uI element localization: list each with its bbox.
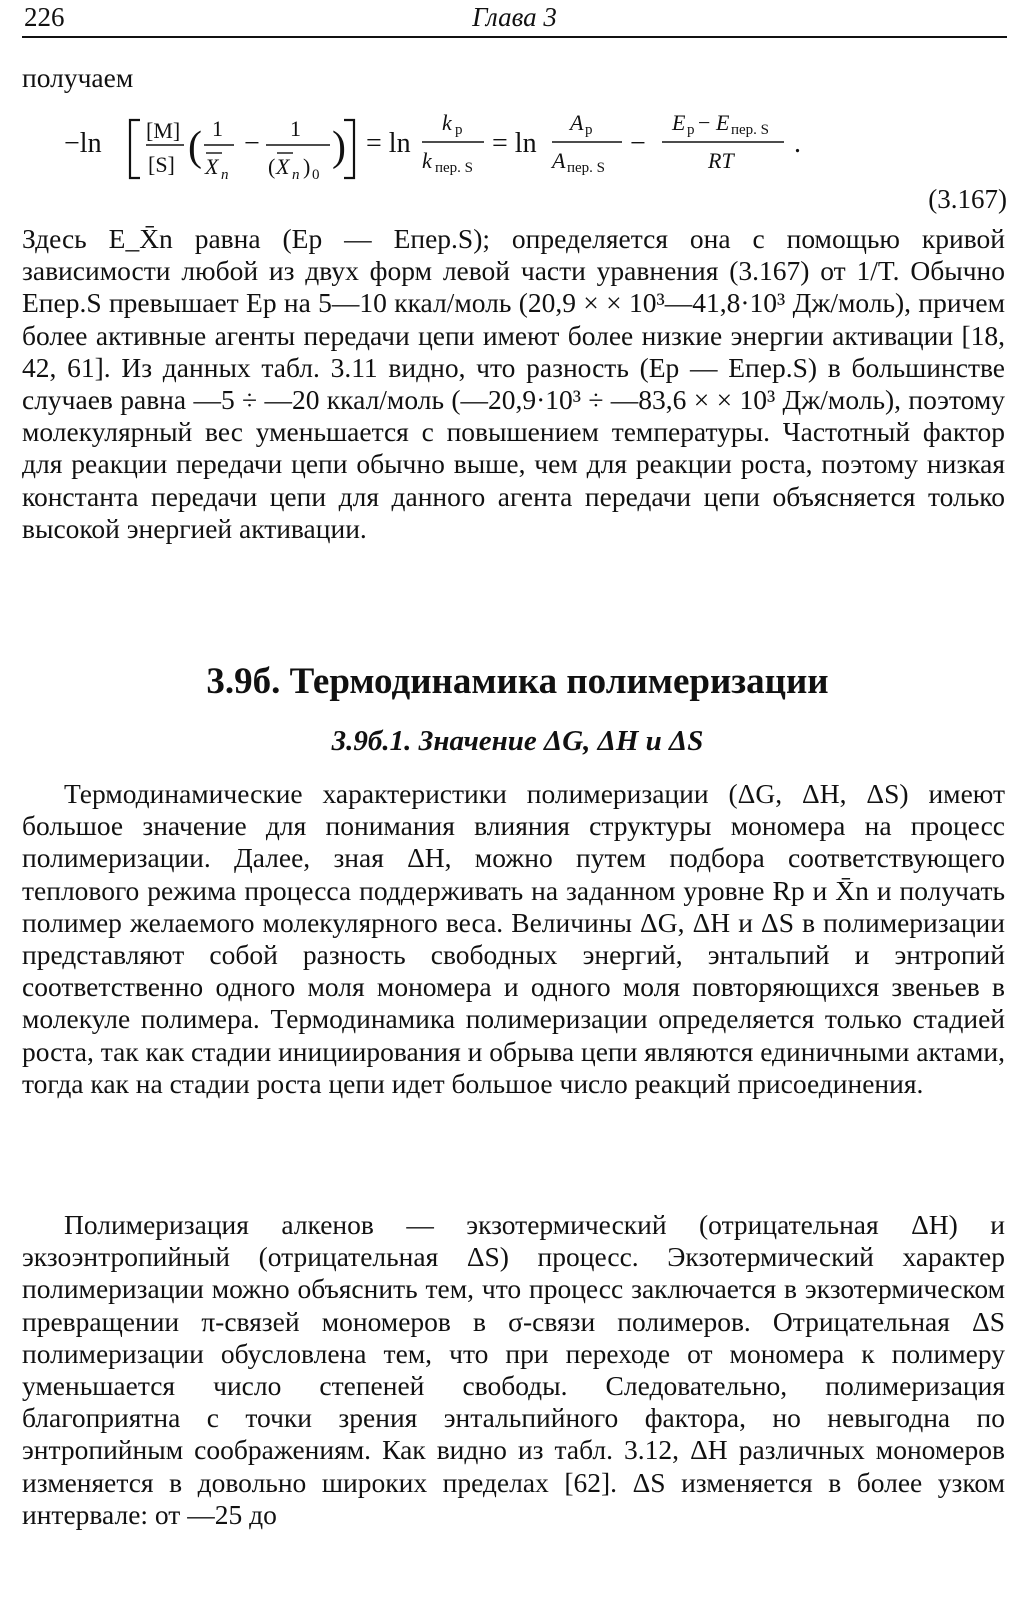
svg-text:k: k <box>422 148 432 173</box>
svg-text:E: E <box>672 110 686 135</box>
svg-text:−: − <box>630 128 646 159</box>
svg-text:): ) <box>332 124 346 170</box>
svg-text:E: E <box>716 110 730 135</box>
svg-text:k: k <box>442 110 452 135</box>
svg-text:[M]: [M] <box>146 118 181 143</box>
paragraph-3: Полимеризация алкенов — экзотермический (отрицательная ΔH) и экзоэнтропийный (отрицательная ΔS) процесс. Экзотермический характер полимеризации можно объяснить тем, что процесс заключается в экзотермическом превращении π-связей мономеров в σ-связи полимеров. Отрицательная ΔS полимеризации обусловлена тем, что при переходе от мономера к полимеру уменьшается число степеней свободы. Следовательно, полимеризация благоприятна с точки зрения энтальпийного фактора, но невыгодна по энтропийным соображениям. Как видно из табл. 3.12, ΔH различных мономеров изменяется в довольно широких пределах [62]. ΔS изменяется в более узком интервале: от —25 до <box>22 1209 1005 1530</box>
svg-text:р: р <box>585 122 593 138</box>
svg-text:пер. S: пер. S <box>567 160 606 176</box>
svg-text:р: р <box>455 122 463 138</box>
svg-text:n: n <box>221 167 229 183</box>
svg-text:X: X <box>276 154 290 179</box>
section-title: 3.9б. Термодинамика полимеризации <box>206 661 829 702</box>
paragraph-2: Термодинамические характеристики полимеризации (ΔG, ΔH, ΔS) имеют большое значение для понимания влияния структуры мономера на процесс полимеризации. Далее, зная ΔH, можно путем подбора соответствующего теплового режима процесса поддерживать на заданном уровне Rр и X̄n и получать полимер желаемого молекулярного веса. Величины ΔG, ΔH и ΔS в полимеризации представляют собой разность свободных энергий, энтальпий и энтропий соответственно одного моля мономера и одного моля повторяющихся звеньев в молекуле полимера. Термодинамика полимеризации определяется только стадией роста, так как стадии инициирования и обрыва цепи являются единичными актами, тогда как на стадии роста цепи идет большое число реакций присоединения. <box>22 778 1005 1099</box>
svg-text:= ln: = ln <box>366 128 411 159</box>
paragraph-1: Здесь E_X̄n равна (Eр — Eпер.S); определяется она с помощью кривой зависимости любой из двух форм левой части уравнения (3.167) от 1/T. Обычно Eпер.S превышает Eр на 5—10 ккал/моль (20,9 × × 10³—41,8·10³ Дж/моль), причем более активные агенты передачи цепи имеют более низкие энергии активации [18, 42, 61]. Из данных табл. 3.11 видно, что разность (Eр — Eпер.S) в большинстве случаев равна —5 ÷ —20 ккал/моль (—20,9·10³ ÷ —83,6 × × 10³ Дж/моль), поэтому молекулярный вес уменьшается с повышением температуры. Частотный фактор для реакции передачи цепи обычно выше, чем для реакции роста, поэтому низкая константа передачи цепи для данного агента передачи цепи объясняется только высокой энергией активации. <box>22 223 1005 544</box>
svg-text:(: ( <box>188 124 202 170</box>
svg-text:[S]: [S] <box>148 152 175 177</box>
svg-text:0: 0 <box>312 167 320 183</box>
equation-minus-ln: −ln <box>64 128 102 159</box>
svg-text:р: р <box>687 122 695 138</box>
svg-text:1: 1 <box>212 116 223 141</box>
equation-number: (3.167) <box>928 184 1007 214</box>
svg-text:X: X <box>205 154 219 179</box>
lead-word: получаем <box>22 62 134 93</box>
svg-text:A: A <box>570 110 584 135</box>
svg-text:RT: RT <box>708 148 734 173</box>
svg-text:пер. S: пер. S <box>731 122 770 138</box>
equation-3-167 <box>22 100 1007 190</box>
svg-text:пер. S: пер. S <box>435 160 474 176</box>
running-head: Глава 3 <box>472 2 557 32</box>
page-header <box>22 0 1007 38</box>
svg-text:n: n <box>292 167 300 183</box>
svg-text:A: A <box>552 148 566 173</box>
svg-text:1: 1 <box>290 116 301 141</box>
svg-text:= ln: = ln <box>492 128 537 159</box>
svg-text:−: − <box>698 110 711 135</box>
page-number: 226 <box>24 2 65 32</box>
svg-text:(: ( <box>268 154 276 179</box>
svg-text:): ) <box>303 154 311 179</box>
svg-text:−: − <box>244 128 260 159</box>
svg-text:.: . <box>794 128 801 159</box>
subsection-title: 3.9б.1. Значение ΔG, ΔH и ΔS <box>331 725 704 757</box>
